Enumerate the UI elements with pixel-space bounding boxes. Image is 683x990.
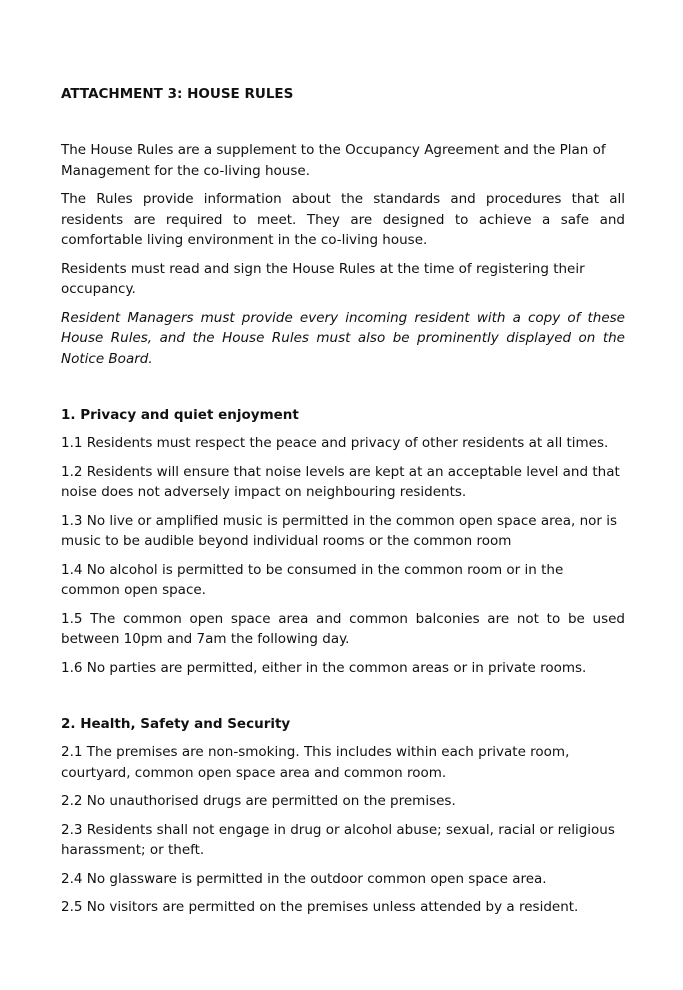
rule-item: 2.3 Residents shall not engage in drug or alcohol abuse; sexual, racial or religious harassment; or theft. — [61, 821, 615, 858]
intro-paragraph: The House Rules are a supplement to the Occupancy Agreement and the Plan of Management for the co-living house. — [61, 142, 606, 179]
section-privacy — [61, 405, 625, 678]
section-heading: 1. Privacy and quiet enjoyment — [61, 407, 299, 423]
section-heading: 2. Health, Safety and Security — [61, 716, 291, 732]
section-health-safety — [61, 714, 625, 918]
rule-item: 1.5 The common open space area and common balconies are not to be used between 10pm and 7am the following day. — [61, 610, 625, 647]
rule-item: 2.5 No visitors are permitted on the premises unless attended by a resident. — [61, 899, 579, 915]
rule-item: 2.4 No glassware is permitted in the outdoor common open space area. — [61, 870, 547, 887]
rule-item: 1.1 Residents must respect the peace and privacy of other residents at all times. — [61, 435, 609, 451]
rule-item: 1.3 No live or amplified music is permitted in the common open space area, nor is music to be audible beyond individual rooms or the common room — [61, 512, 618, 549]
rule-item: 2.1 The premises are non-smoking. This includes within each private room, courtyard, common open space area and common room. — [61, 744, 570, 781]
document-title: ATTACHMENT 3: HOUSE RULES — [61, 86, 294, 102]
intro-paragraph: Residents must read and sign the House Rules at the time of registering their occupancy. — [61, 260, 585, 297]
rule-item: 1.4 No alcohol is permitted to be consumed in the common room or in the common open space. — [61, 561, 564, 598]
intro-paragraph: The Rules provide information about the standards and procedures that all residents are required to meet. They are designed to achieve a safe and comfortable living environment in the co-living house. — [61, 191, 625, 248]
rule-item: 2.2 No unauthorised drugs are permitted on the premises. — [61, 793, 456, 809]
intro-section — [61, 140, 625, 369]
intro-paragraph-italic: Resident Managers must provide every incoming resident with a copy of these House Rules, and the House Rules must also be prominently displayed on the Notice Board. — [61, 309, 625, 367]
rule-item: 1.2 Residents will ensure that noise levels are kept at an acceptable level and that noise does not adversely impact on neighbouring residents. — [61, 463, 620, 500]
rule-item: 1.6 No parties are permitted, either in the common areas or in private rooms. — [61, 659, 587, 676]
document-page — [61, 84, 625, 926]
